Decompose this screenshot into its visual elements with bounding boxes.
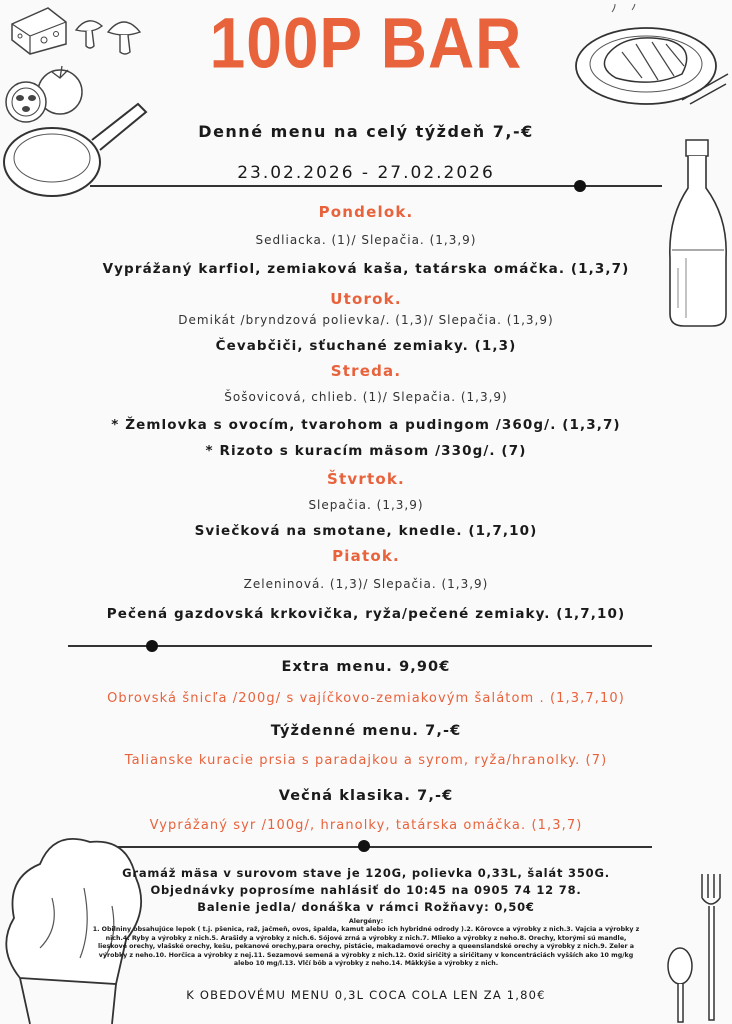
main-friday: Pečená gazdovská krkovička, ryža/pečené zemiaky. (1,7,10) [106, 606, 626, 622]
page-title: 100P BAR [209, 2, 523, 84]
weekly-menu-dish: Talianske kuracie prsia s paradajkou a syrom, ryža/hranolky. (7) [124, 753, 608, 768]
soup-tuesday: Demikát /bryndzová polievka/. (1,3)/ Slepačia. (1,3,9) [178, 313, 554, 327]
footer-promo: K OBEDOVÉMU MENU 0,3L COCA COLA LEN ZA 1,80€ [186, 988, 546, 1002]
allergens-text: 1. Obilniny obsahujúce lepok ( t.j. pšenica, raž, jačmeň, ovos, špalda, kamut alebo ich hybridné odrody ).2. Kôrovce a výrobky z nich.3. Vajcia a výrobky z nich.4. Ryby a výrobky z nich.5. Arašidy a výrobky z nich.6. Sójové zrná a výrobky z nich.7. Mlieko a výrobky z neho.8. Orechy, ktorými sú mandle, lieskové orechy, vlašské orechy, kešu, pekanové orechy,para orechy, pistácie, makadamové orechy a queenslandské orechy a výrobky z nich.9. Zeler a výrobky z neho.10. Horčica a výrobky z nej.11. Sezamové semená a výrobky z nich.12. Oxid siričitý a siričitany v koncentráciách vyšších ako 10 mg/kg alebo 10 mg/l.13. Vlčí bôb a výrobky z neho.14. Mäkkýše a výrobky z nich. [92, 926, 640, 968]
main-monday: Vyprážaný karfiol, zemiaková kaša, tatárska omáčka. (1,3,7) [102, 261, 630, 277]
extra-menu-dish: Obrovská šnicľa /200g/ s vajíčkovo-zemiakovým šalátom . (1,3,7,10) [107, 691, 625, 706]
day-monday: Pondelok. [318, 203, 414, 221]
day-friday: Piatok. [332, 547, 400, 565]
soup-monday: Sedliacka. (1)/ Slepačia. (1,3,9) [255, 233, 477, 247]
day-tuesday: Utorok. [330, 290, 402, 308]
soup-thursday: Slepačia. (1,3,9) [308, 498, 424, 512]
frying-pan-icon [0, 96, 150, 206]
order-info: Objednávky poprosíme nahlásiť do 10:45 na 0905 74 12 78. [150, 883, 582, 897]
soup-friday: Zeleninová. (1,3)/ Slepačia. (1,3,9) [243, 577, 489, 591]
classic-menu-dish: Vyprážaný syr /100g/, hranolky, tatárska omáčka. (1,3,7) [149, 818, 583, 833]
day-thursday: Štvrtok. [327, 470, 405, 488]
main-thursday: Sviečková na smotane, knedle. (1,7,10) [194, 523, 538, 539]
offer-headline: Denné menu na celý týždeň 7,-€ [198, 122, 534, 141]
extra-menu-title: Extra menu. 9,90€ [281, 659, 451, 675]
divider-dot [358, 840, 370, 852]
portion-info: Gramáž mäsa v surovom stave je 120G, polievka 0,33L, šalát 350G. [122, 866, 610, 880]
divider [118, 846, 652, 848]
main-wednesday-1: * Žemlovka s ovocím, tvarohom a pudingom /360g/. (1,3,7) [111, 417, 621, 433]
weekly-menu-title: Týždenné menu. 7,-€ [270, 723, 462, 739]
day-wednesday: Streda. [330, 362, 402, 380]
main-tuesday: Čevabčiči, sťuchané zemiaky. (1,3) [215, 338, 517, 354]
divider-dot [146, 640, 158, 652]
offer-dates: 23.02.2026 - 27.02.2026 [237, 163, 495, 183]
allergens-title: Alergény: [348, 918, 384, 925]
soup-wednesday: Šošovicová, chlieb. (1)/ Slepačia. (1,3,9) [224, 390, 508, 404]
main-wednesday-2: * Rizoto s kuracím mäsom /330g/. (7) [205, 443, 527, 459]
classic-menu-title: Večná klasika. 7,-€ [278, 788, 454, 804]
delivery-info: Balenie jedla/ donáška v rámci Rožňavy: 0,50€ [197, 900, 535, 914]
divider-dot [574, 180, 586, 192]
